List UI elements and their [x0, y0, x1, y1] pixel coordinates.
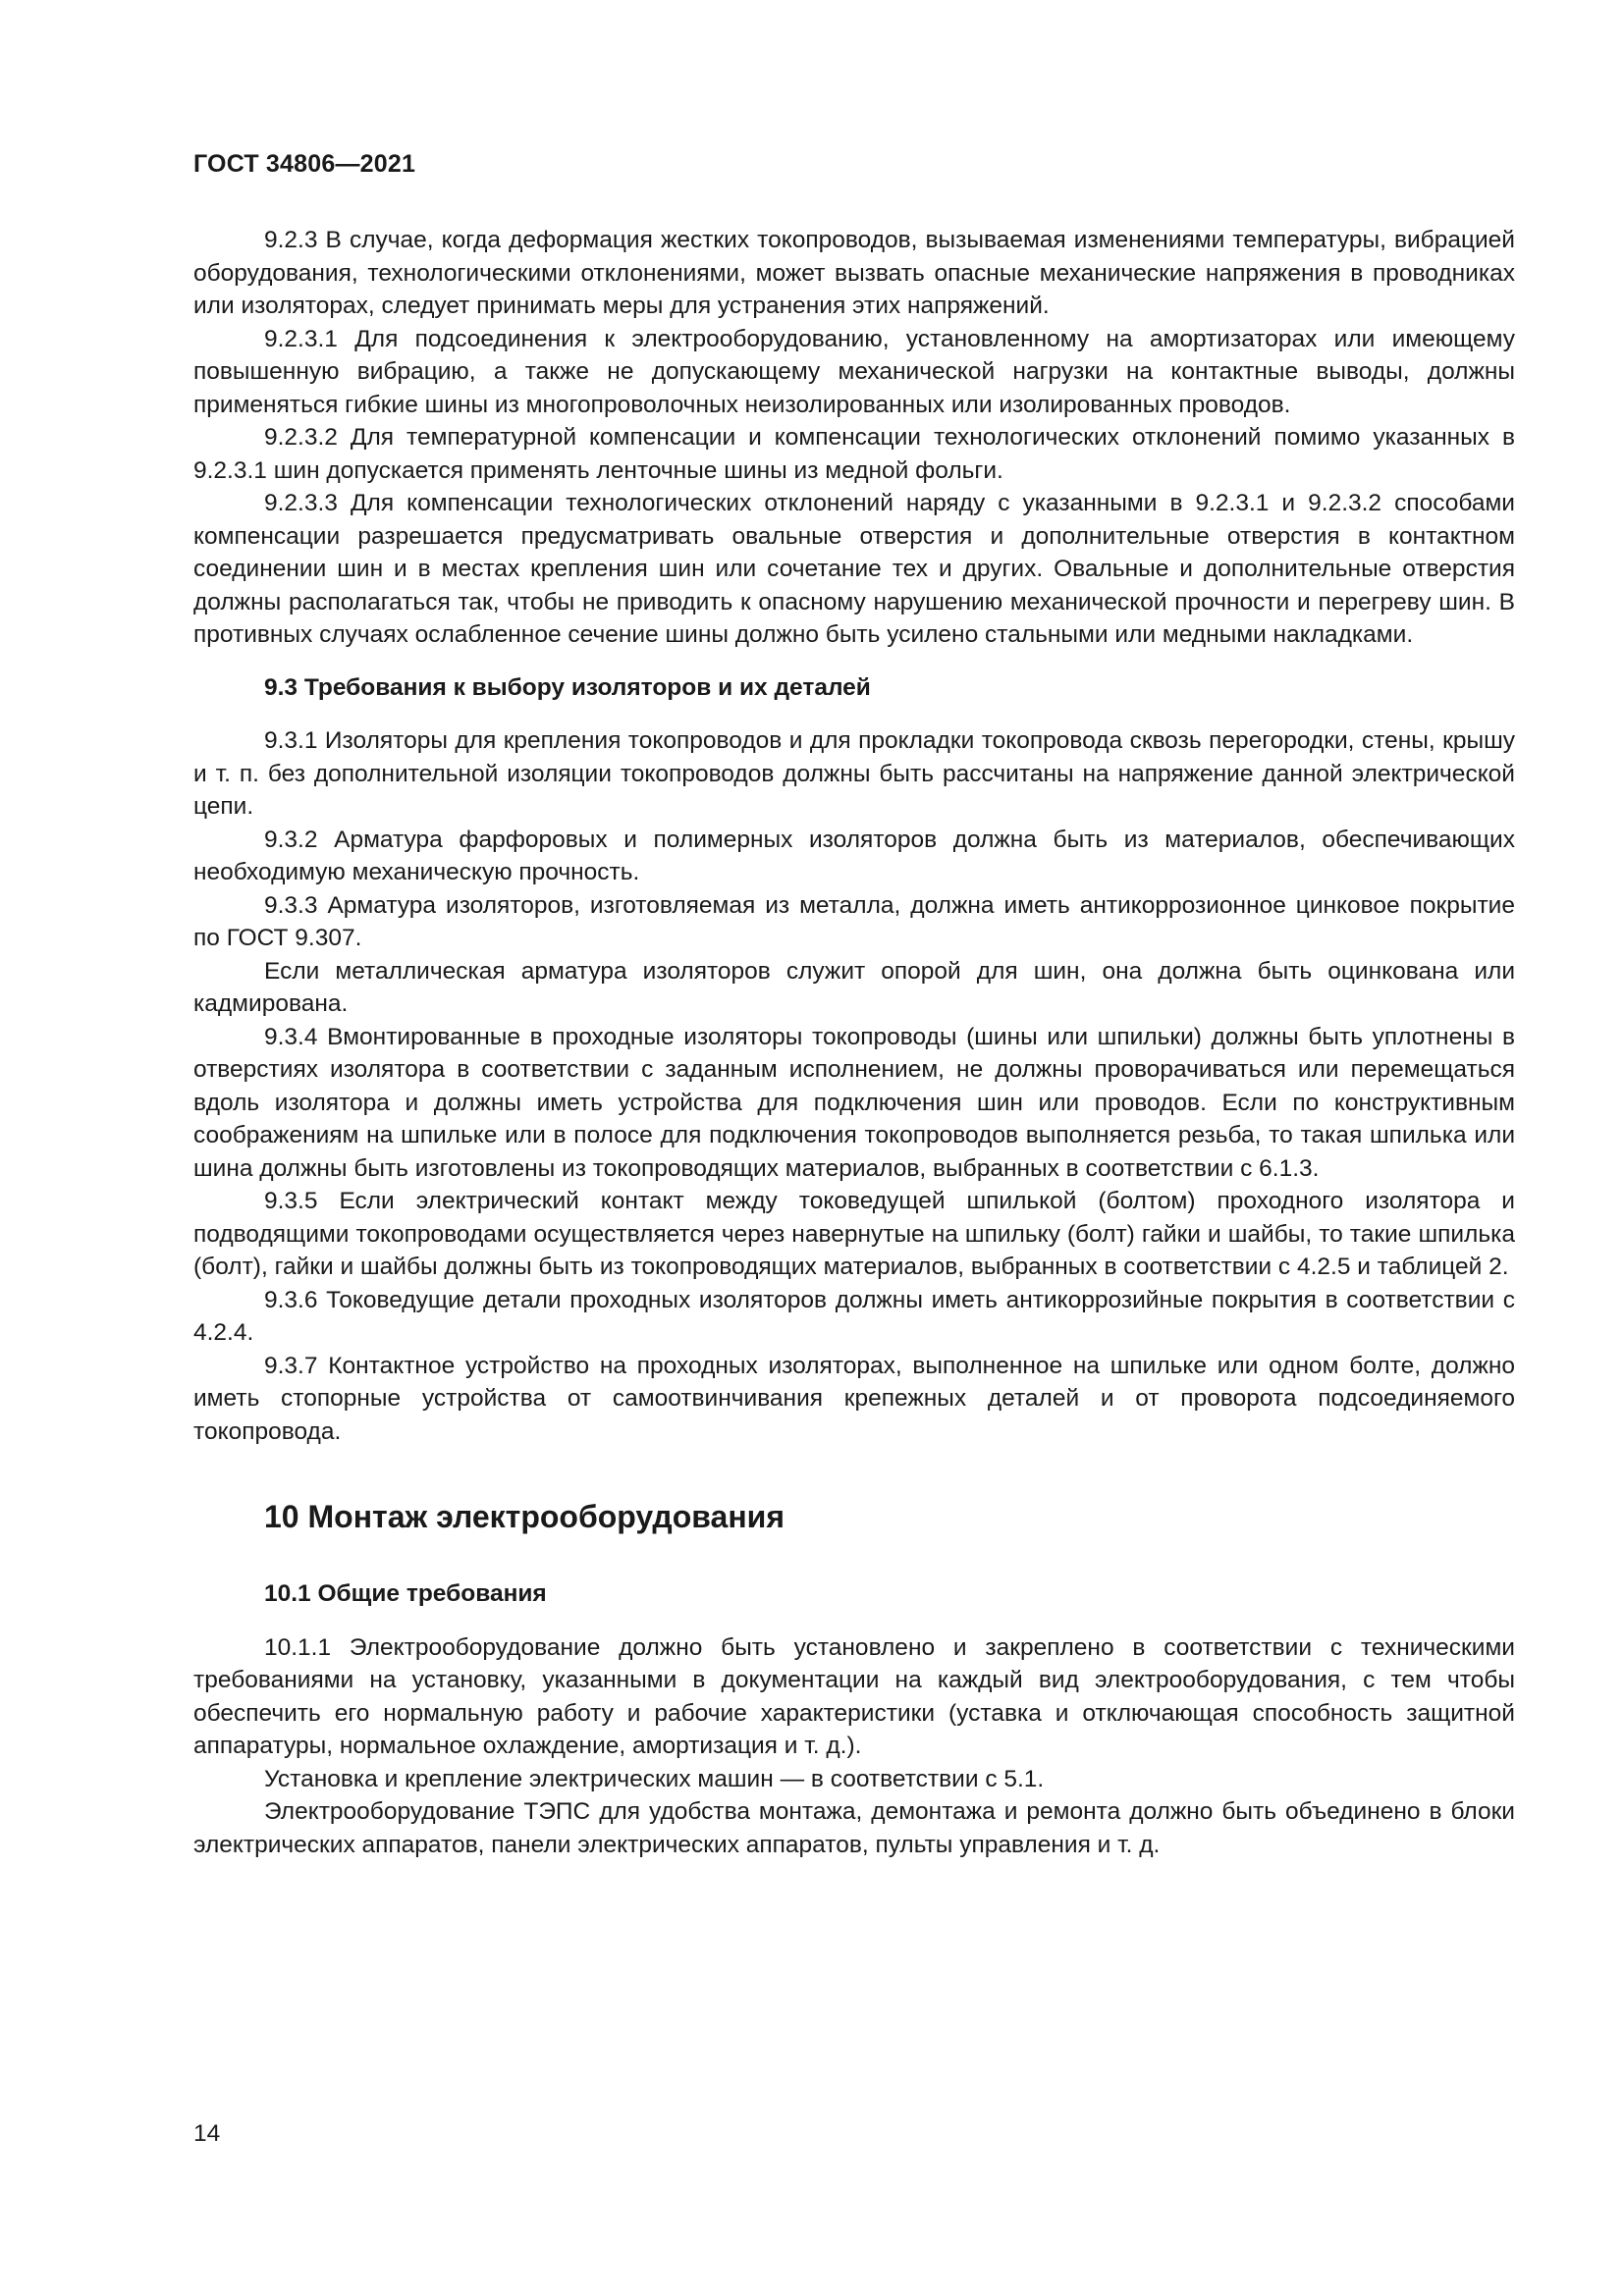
paragraph-9-3-2: 9.3.2 Арматура фарфоровых и полимерных изоляторов должна быть из материалов, обеспечивающих необходимую механическую прочность. — [193, 826, 1515, 885]
paragraph-9-2-3-2: 9.2.3.2 Для температурной компенсации и компенсации технологических отклонений помимо указанных в 9.2.3.1 шин допускается применять ленточные шины из медной фольги. — [193, 424, 1515, 484]
subsection-title-9-3: 9.3 Требования к выбору изоляторов и их деталей — [264, 673, 871, 701]
section-title-10: 10 Монтаж электрооборудования — [264, 1499, 785, 1534]
paragraph-9-2-3-1: 9.2.3.1 Для подсоединения к электрооборудованию, установленному на амортизаторах или имеющему повышенную вибрацию, а также не допускающему механической нагрузки на контактные выводы, должны применяться гибкие шины из многопроволочных неизолированных или изолированных проводов. — [193, 325, 1515, 418]
paragraph-9-3-3-note: Если металлическая арматура изоляторов служит опорой для шин, она должна быть оцинкована или кадмирована. — [193, 957, 1515, 1017]
paragraph-10-1-1: 10.1.1 Электрооборудование должно быть установлено и закреплено в соответствии с техническими требованиями на установку, указанными в документации на каждый вид электрооборудования, с тем чтобы обеспечить его нормальную работу и рабочие характеристики (уставка и отключающая способность защитной аппаратуры, нормальное охлаждение, амортизация и т. д.). — [193, 1633, 1515, 1759]
paragraph-9-3-1: 9.3.1 Изоляторы для крепления токопроводов и для прокладки токопровода сквозь перегородки, стены, крышу и т. п. без дополнительной изоляции токопроводов должны быть рассчитаны на напряжение данной электрической цепи. — [193, 727, 1515, 820]
paragraph-9-3-4: 9.3.4 Вмонтированные в проходные изоляторы токопроводы (шины или шпильки) должны быть уплотнены в отверстиях изолятора в соответствии с заданным исполнением, не должны проворачиваться или перемещаться вдоль изолятора и должны иметь устройства для подключения шин или проводов. Если по конструктивным соображениям на шпильке или в полосе для подключения токопроводов выполняется резьба, то такая шпилька или шина должны быть изготовлены из токопроводящих материалов, выбранных в соответствии с 6.1.3. — [193, 1023, 1515, 1182]
document-header: ГОСТ 34806—2021 — [193, 150, 416, 178]
page-number: 14 — [193, 2120, 221, 2147]
paragraph-equipment-blocks: Электрооборудование ТЭПС для удобства монтажа, демонтажа и ремонта должно быть объединено в блоки электрических аппаратов, панели электрических аппаратов, пульты управления и т. д. — [193, 1798, 1515, 1858]
paragraph-9-2-3: 9.2.3 В случае, когда деформация жестких токопроводов, вызываемая изменениями температуры, вибрацией оборудования, технологическими отклонениями, может вызвать опасные механические напряжения в проводниках или изоляторах, следует принимать меры для устранения этих напряжений. — [193, 227, 1515, 319]
paragraph-9-3-3: 9.3.3 Арматура изоляторов, изготовляемая из металла, должна иметь антикоррозионное цинковое покрытие по ГОСТ 9.307. — [193, 891, 1515, 951]
paragraph-machines-install: Установка и крепление электрических машин — в соответствии с 5.1. — [264, 1765, 1045, 1792]
paragraph-9-2-3-3: 9.2.3.3 Для компенсации технологических отклонений наряду с указанными в 9.2.3.1 и 9.2.3.2 способами компенсации разрешается предусматривать овальные отверстия и дополнительные отверстия в контактном соединении шин и в местах крепления шин или сочетание тех и других. Овальные и дополнительные отверстия должны располагаться так, чтобы не приводить к опасному нарушению механической прочности и перегреву шин. В противных случаях ослабленное сечение шины должно быть усилено стальными или медными накладками. — [193, 490, 1515, 648]
document-body — [193, 224, 1515, 1861]
paragraph-9-3-7: 9.3.7 Контактное устройство на проходных изоляторах, выполненное на шпильке или одном болте, должно иметь стопорные устройства от самоотвинчивания крепежных деталей и от проворота подсоединяемого токопровода. — [193, 1352, 1515, 1445]
subsection-title-10-1: 10.1 Общие требования — [264, 1580, 547, 1607]
paragraph-9-3-6: 9.3.6 Токоведущие детали проходных изоляторов должны иметь антикоррозийные покрытия в соответствии с 4.2.4. — [193, 1286, 1515, 1346]
paragraph-9-3-5: 9.3.5 Если электрический контакт между токоведущей шпилькой (болтом) проходного изолятора и подводящими токопроводами осуществляется через навернутые на шпильку (болт) гайки и шайбы, то такие шпилька (болт), гайки и шайбы должны быть из токопроводящих материалов, выбранных в соответствии с 4.2.5 и таблицей 2. — [193, 1188, 1515, 1280]
